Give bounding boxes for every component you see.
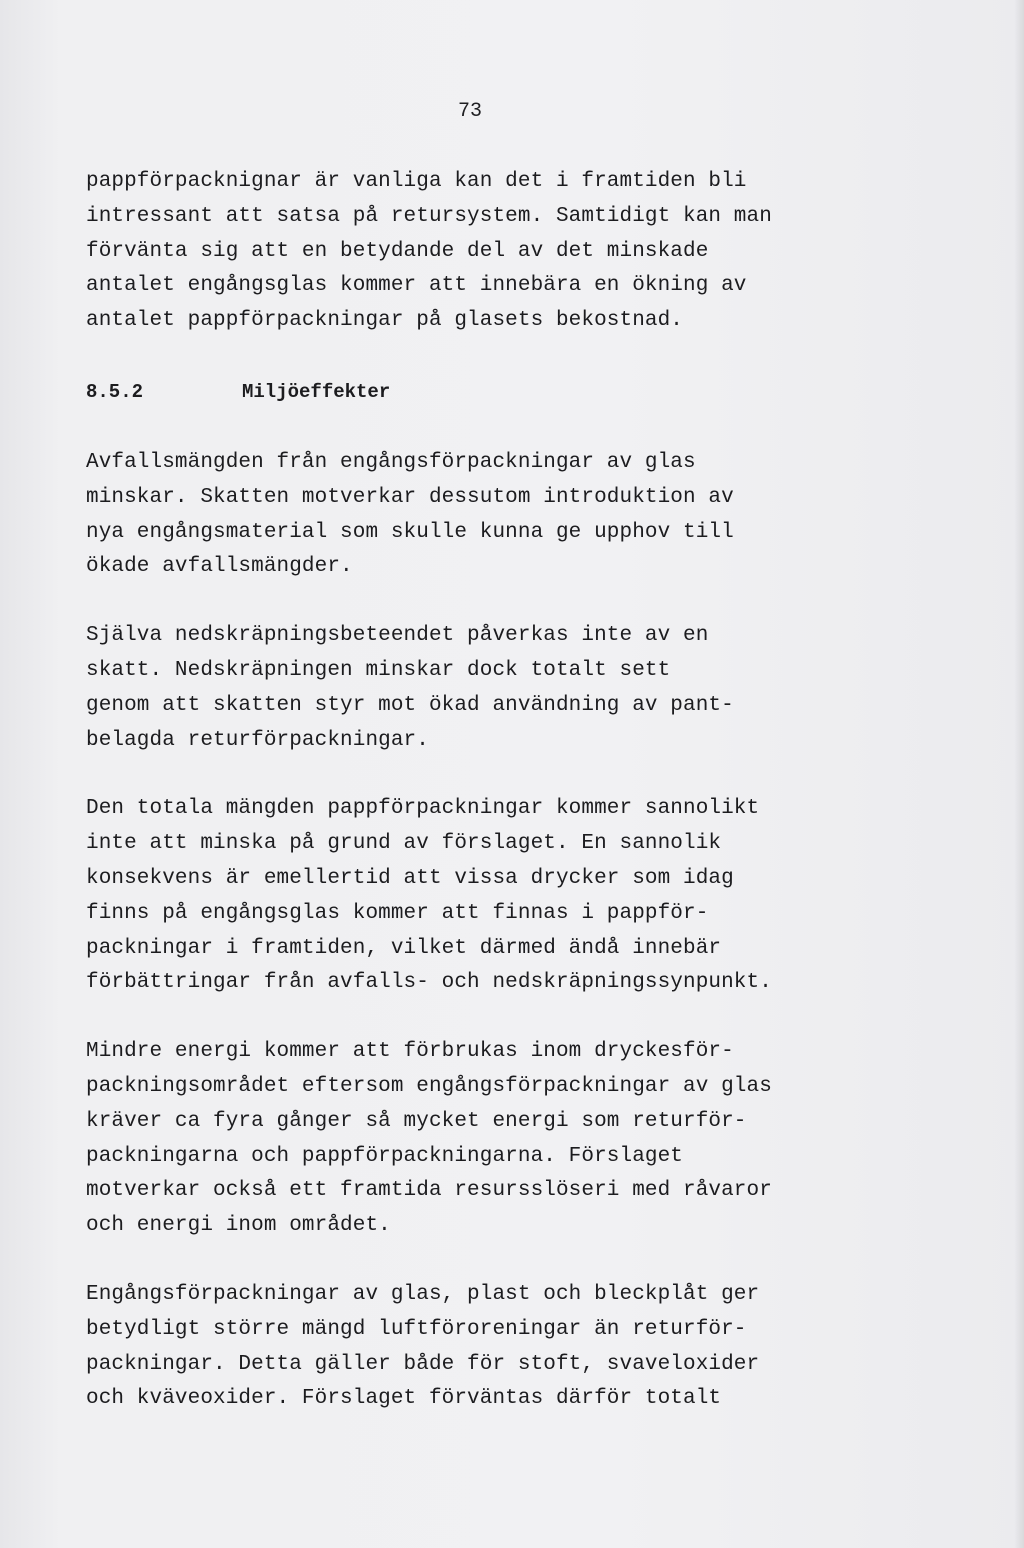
text-line: och kväveoxider. Förslaget förväntas därför totalt bbox=[86, 1387, 722, 1411]
text-line: minskar. Skatten motverkar dessutom introduktion av bbox=[86, 485, 734, 509]
text-line: skatt. Nedskräpningen minskar dock totalt sett bbox=[86, 658, 671, 682]
text-line: förvänta sig att en betydande del av det minskade bbox=[86, 239, 709, 263]
text-line: konsekvens är emellertid att vissa drycker som idag bbox=[86, 866, 734, 890]
text-line: ökade avfallsmängder. bbox=[86, 555, 353, 579]
text-line: packningar i framtiden, vilket därmed ändå innebär bbox=[86, 936, 722, 960]
text-line: packningar. Detta gäller både för stoft, svaveloxider bbox=[86, 1352, 760, 1376]
text-line: finns på engångsglas kommer att finnas i pappför- bbox=[86, 901, 709, 925]
text-line: inte att minska på grund av förslaget. En sannolik bbox=[86, 832, 722, 856]
paragraph-6 bbox=[86, 1278, 986, 1417]
text-line: intressant att satsa på retursystem. Samtidigt kan man bbox=[86, 204, 772, 228]
section-title: Miljöeffekter bbox=[242, 380, 391, 403]
document-body bbox=[86, 165, 986, 1417]
text-line: betydligt större mängd luftföroreningar än returför- bbox=[86, 1317, 747, 1341]
paragraph-3 bbox=[86, 619, 986, 758]
text-line: packningsområdet eftersom engångsförpackningar av glas bbox=[86, 1074, 772, 1098]
text-line: packningarna och pappförpackningarna. Förslaget bbox=[86, 1144, 683, 1168]
text-line: Avfallsmängden från engångsförpackningar av glas bbox=[86, 450, 696, 474]
text-line: antalet engångsglas kommer att innebära en ökning av bbox=[86, 274, 747, 298]
page-edge-shadow bbox=[1014, 0, 1024, 1548]
paragraph-1 bbox=[86, 165, 986, 339]
text-line: kräver ca fyra gånger så mycket energi som returför- bbox=[86, 1109, 747, 1133]
page-number: 73 bbox=[457, 100, 482, 123]
text-line: Själva nedskräpningsbeteendet påverkas inte av en bbox=[86, 624, 709, 648]
text-line: Den totala mängden pappförpackningar kommer sannolikt bbox=[86, 797, 760, 821]
paragraph-2 bbox=[86, 446, 986, 585]
text-line: motverkar också ett framtida resursslöseri med råvaror bbox=[86, 1179, 772, 1203]
text-line: pappförpacknignar är vanliga kan det i framtiden bli bbox=[86, 170, 747, 193]
text-line: och energi inom området. bbox=[86, 1214, 391, 1238]
text-line: förbättringar från avfalls- och nedskräpningssynpunkt. bbox=[86, 971, 772, 995]
paragraph-4 bbox=[86, 792, 986, 1001]
text-line: belagda returförpackningar. bbox=[86, 728, 429, 752]
text-line: genom att skatten styr mot ökad användning av pant- bbox=[86, 693, 734, 717]
section-number: 8.5.2 bbox=[86, 380, 144, 403]
text-line: antalet pappförpackningar på glasets bekostnad. bbox=[86, 309, 683, 333]
text-line: nya engångsmaterial som skulle kunna ge upphov till bbox=[86, 520, 734, 544]
text-line: Mindre energi kommer att förbrukas inom dryckesför- bbox=[86, 1040, 734, 1064]
paragraph-5 bbox=[86, 1035, 986, 1244]
section-heading bbox=[86, 375, 986, 409]
text-line: Engångsförpackningar av glas, plast och bleckplåt ger bbox=[86, 1282, 760, 1306]
